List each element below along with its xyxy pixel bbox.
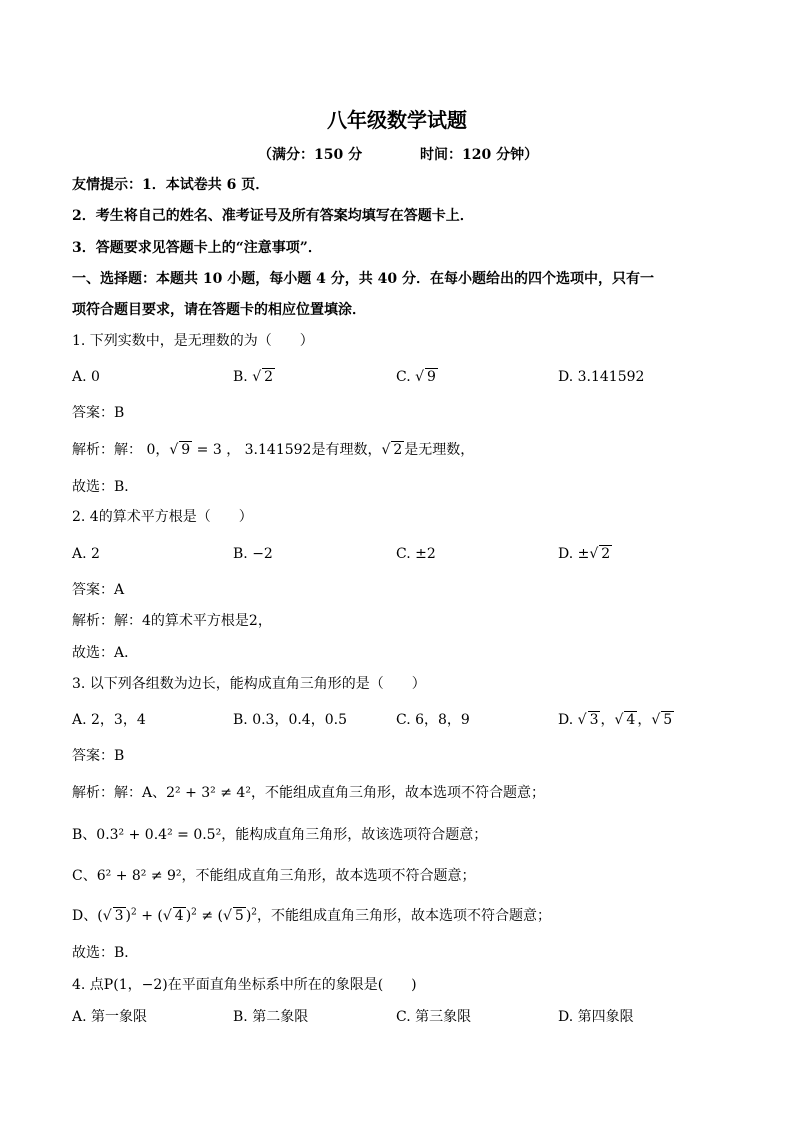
tip-3: 3．答题要求见答题卡上的“注意事项”． [72,240,322,256]
q3-option-b: B. 0.3，0.4，0.5 [233,712,347,728]
q3-answer: 答案：B [72,748,125,764]
formula: 0.3² + 0.4² = 0.5² [96,827,222,843]
q3-choose: 故选：B． [72,945,139,961]
exp-text: 是无理数， [404,442,475,458]
exp-text: ，能构成直角三角形，故该选项符合题意； [221,827,488,843]
question-1-stem: 1. 下列实数中，是无理数的为（ ） [72,333,314,349]
q1-option-c [396,367,438,387]
question-3-stem: 3. 以下列各组数为边长，能构成直角三角形的是（ ） [72,676,426,692]
formula: 6² + 8² ≠ 9² [96,868,182,884]
radicand: 2 [264,369,274,385]
exp-text: B、 [72,827,97,843]
radicand: 3 [114,908,124,924]
q3-option-c: C. 6，8，9 [396,712,470,728]
sqrt-icon: √ [614,712,624,728]
exp-text: 解析：解： 0， [72,442,170,458]
section-heading-line1: 一、选择题：本题共 10 小题，每小题 4 分，共 40 分．在每小题给出的四个选项中，只有一 [72,271,654,287]
q1-answer: 答案：B [72,405,125,421]
sqrt-icon: √ [169,442,179,458]
q3-explanation-d [72,906,551,926]
q2-explanation: 解析：解：4的算术平方根是2， [72,613,272,629]
radicand: 4 [626,712,636,728]
radicand: 9 [427,369,436,385]
radicand: 5 [663,712,673,728]
q4-option-a: A. 第一象限 [72,1009,148,1025]
q2-option-b: B. −2 [233,546,273,562]
sqrt-icon: √ [589,546,599,562]
sqrt-icon: √ [381,442,391,458]
sqrt-icon: √ [222,908,232,924]
q1-option-d: D. 3.141592 [558,369,645,385]
tip-2: 2．考生将自己的姓名、准考证号及所有答案均填写在答题卡上． [72,208,474,224]
q3-explanation-b [72,825,487,845]
exp-text: 解析：解：A、 [72,785,167,801]
option-label: B. [233,369,248,385]
q2-choose: 故选：A． [72,645,139,661]
sqrt-icon: √ [162,908,172,924]
option-label: D. ± [558,546,590,562]
q4-option-c: C. 第三象限 [396,1009,472,1025]
exam-time: 时间：120 分钟） [420,147,539,163]
sqrt-icon: √ [102,908,112,924]
sqrt-icon: √ [252,369,262,385]
q1-explanation [72,440,474,460]
radicand: 4 [174,908,184,924]
formula-d: (√ 3 )$^2$ + (√ 4 )$^2$ ≠ (√ 5 )$^2$ [97,907,258,924]
section-heading-line2: 项符合题目要求，请在答题卡的相应位置填涂． [72,302,366,318]
q1-option-a: A. 0 [72,369,100,385]
exp-text: ，不能组成直角三角形，故本选项不符合题意； [250,785,545,801]
radicand: 5 [234,908,244,924]
q2-option-d [558,544,612,564]
option-label: D. [558,712,574,728]
radicand: 3 [589,712,599,728]
full-score: （满分：150 分 [258,147,363,163]
q3-explanation-a [72,783,545,803]
exp-text: ，不能组成直角三角形，故本选项不符合题意； [181,868,476,884]
q2-option-c: C. ±2 [396,546,436,562]
question-4-stem: 4. 点P(1，−2)在平面直角坐标系中所在的象限是( ) [72,977,417,993]
tip-1: 友情提示：1．本试卷共 6 页． [72,177,270,193]
sqrt-icon: √ [415,369,425,385]
radicand: 2 [601,546,611,562]
q3-explanation-c [72,866,476,886]
q2-option-a: A. 2 [72,546,100,562]
sqrt-icon: √ [651,712,661,728]
formula: 2² + 3² ≠ 4² [166,785,251,801]
radicand: 9 [181,442,191,458]
page-title: 八年级数学试题 [327,108,467,132]
q4-option-b: B. 第二象限 [233,1009,309,1025]
q1-choose: 故选：B． [72,479,139,495]
exp-text: C、 [72,868,97,884]
q2-answer: 答案：A [72,582,125,598]
separator: ， [637,712,652,728]
q3-option-d [558,710,674,730]
separator: ， [600,712,615,728]
radicand: 2 [393,442,403,458]
exp-text: ，不能组成直角三角形，故本选项不符合题意； [257,908,552,924]
exp-text: D、 [72,908,98,924]
q1-option-b [233,367,275,387]
exp-text: = 3 ， 3.141592是有理数， [192,442,382,458]
question-2-stem: 2. 4的算术平方根是（ ） [72,509,253,525]
sqrt-icon: √ [577,712,587,728]
q4-option-d: D. 第四象限 [558,1009,634,1025]
q3-option-a: A. 2，3，4 [72,712,146,728]
option-label: C. [396,369,411,385]
